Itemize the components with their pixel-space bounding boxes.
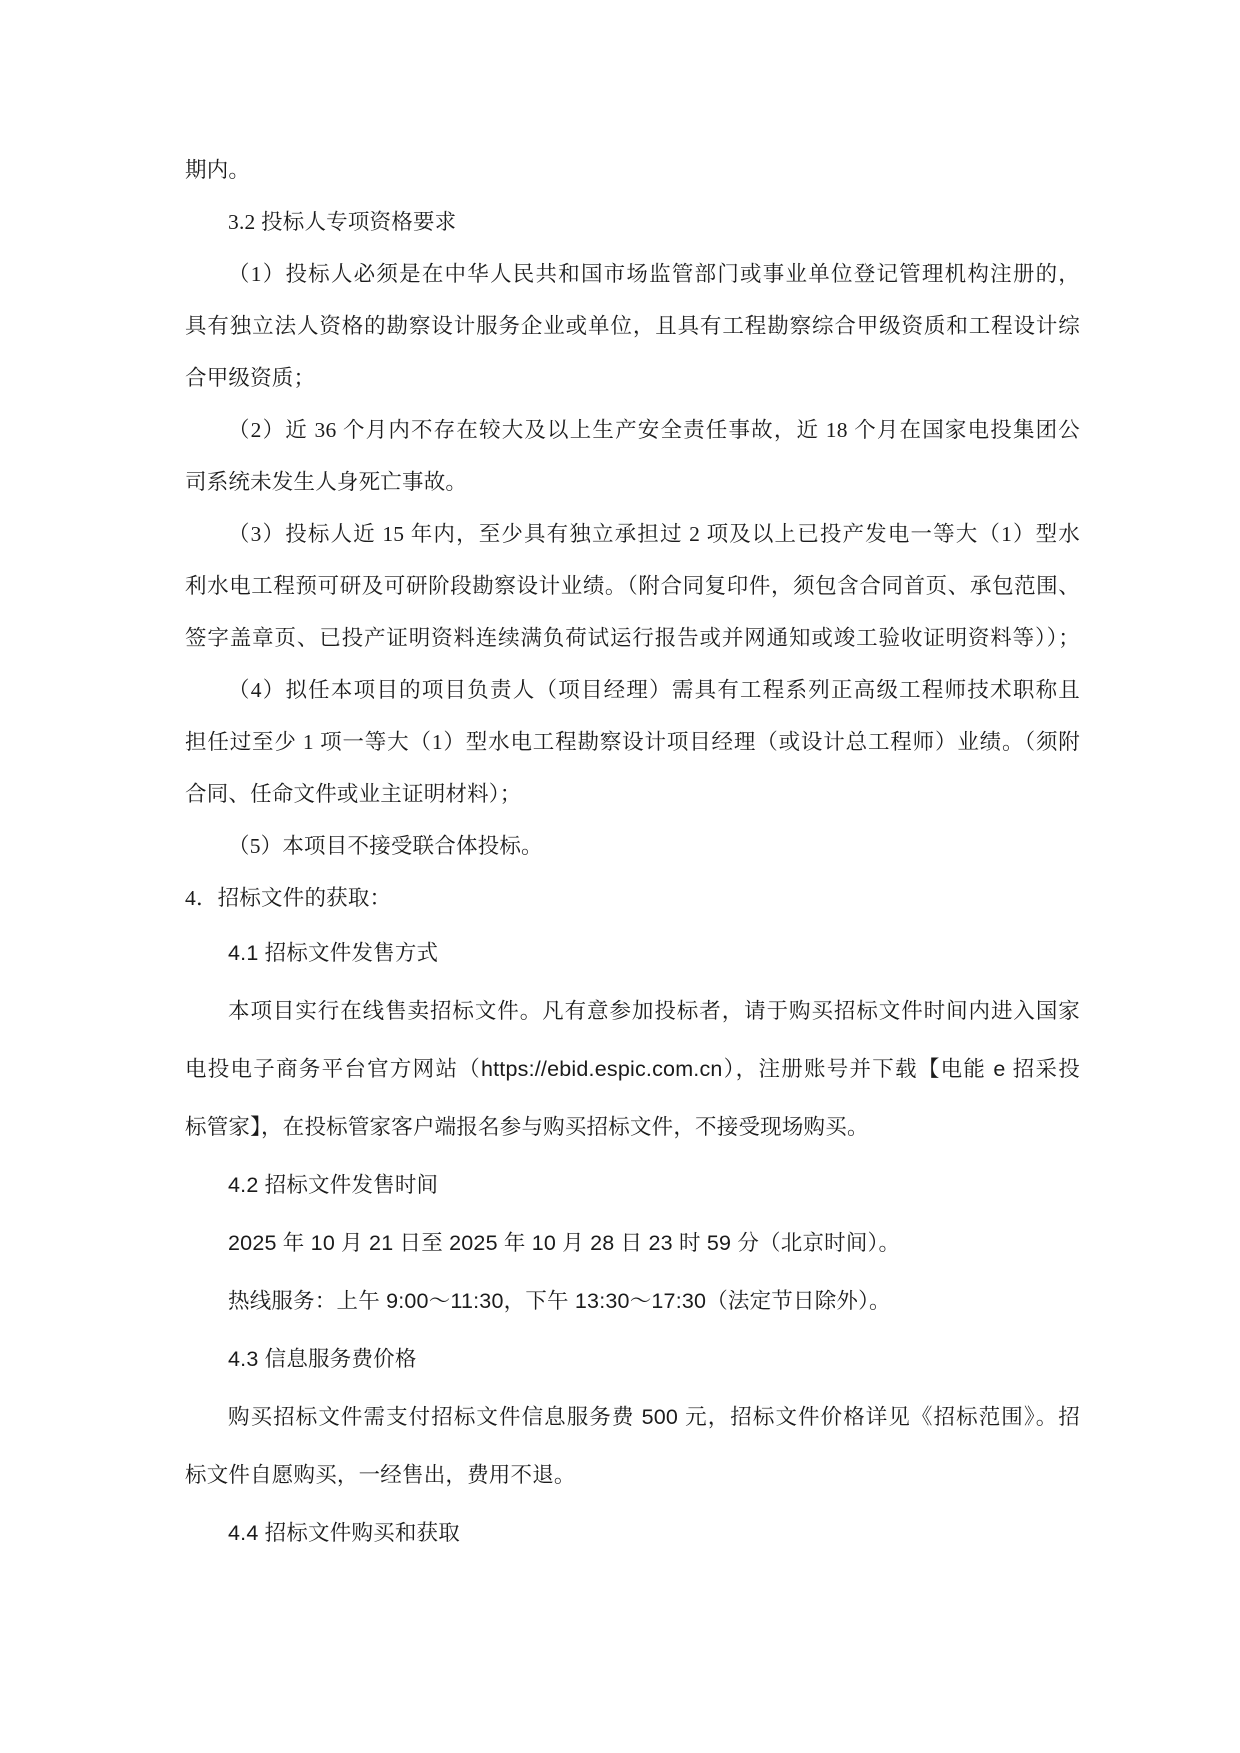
doc-line: 签字盖章页、已投产证明资料连续满负荷试运行报告或并网通知或竣工验收证明资料等））； (185, 626, 1080, 650)
doc-line: （1）投标人必须是在中华人民共和国市场监管部门或事业单位登记管理机构注册的， (228, 262, 1080, 286)
doc-line: 标文件自愿购买，一经售出，费用不退。 (185, 1463, 576, 1487)
doc-line: 合甲级资质； (185, 366, 316, 390)
section-heading-3-2: 3.2 投标人专项资格要求 (228, 210, 457, 234)
hotline-hours-line: 热线服务：上午 9:00～11:30，下午 13:30～17:30（法定节日除外）。 (228, 1289, 891, 1313)
doc-line: 担任过至少 1 项一等大（1）型水电工程勘察设计项目经理（或设计总工程师）业绩。（须附 (185, 730, 1080, 754)
doc-line: 利水电工程预可研及可研阶段勘察设计业绩。（附合同复印件，须包含合同首页、承包范围、 (185, 574, 1080, 598)
doc-line: （5）本项目不接受联合体投标。 (228, 834, 543, 858)
doc-line: 本项目实行在线售卖招标文件。凡有意参加投标者，请于购买招标文件时间内进入国家 (228, 999, 1080, 1023)
doc-line: 标管家】，在投标管家客户端报名参与购买招标文件，不接受现场购买。 (185, 1115, 869, 1139)
section-heading-4: 4．招标文件的获取： (185, 886, 392, 910)
doc-line: 司系统未发生人身死亡事故。 (185, 470, 468, 494)
doc-line: （2）近 36 个月内不存在较大及以上生产安全责任事故，近 18 个月在国家电投集团公 (228, 418, 1080, 442)
service-fee-line: 购买招标文件需支付招标文件信息服务费 500 元，招标文件价格详见《招标范围》。招 (228, 1405, 1080, 1429)
doc-line: 合同、任命文件或业主证明材料）； (185, 782, 522, 806)
doc-line: 期内。 (185, 158, 251, 182)
doc-line: 具有独立法人资格的勘察设计服务企业或单位，且具有工程勘察综合甲级资质和工程设计综 (185, 314, 1080, 338)
doc-line: （4）拟任本项目的项目负责人（项目经理）需具有工程系列正高级工程师技术职称且 (228, 678, 1080, 702)
doc-line-with-url: 电投电子商务平台官方网站（https://ebid.espic.com.cn），注册账号并下载【电能 e 招采投 (185, 1057, 1080, 1081)
sale-period-line: 2025 年 10 月 21 日至 2025 年 10 月 28 日 23 时 59 分（北京时间）。 (228, 1231, 901, 1255)
section-heading-4-1: 4.1 招标文件发售方式 (228, 941, 439, 965)
doc-line: （3）投标人近 15 年内，至少具有独立承担过 2 项及以上已投产发电一等大（1）型水 (228, 522, 1080, 546)
section-heading-4-2: 4.2 招标文件发售时间 (228, 1173, 439, 1197)
section-heading-4-4: 4.4 招标文件购买和获取 (228, 1521, 460, 1545)
section-heading-4-3: 4.3 信息服务费价格 (228, 1347, 417, 1371)
